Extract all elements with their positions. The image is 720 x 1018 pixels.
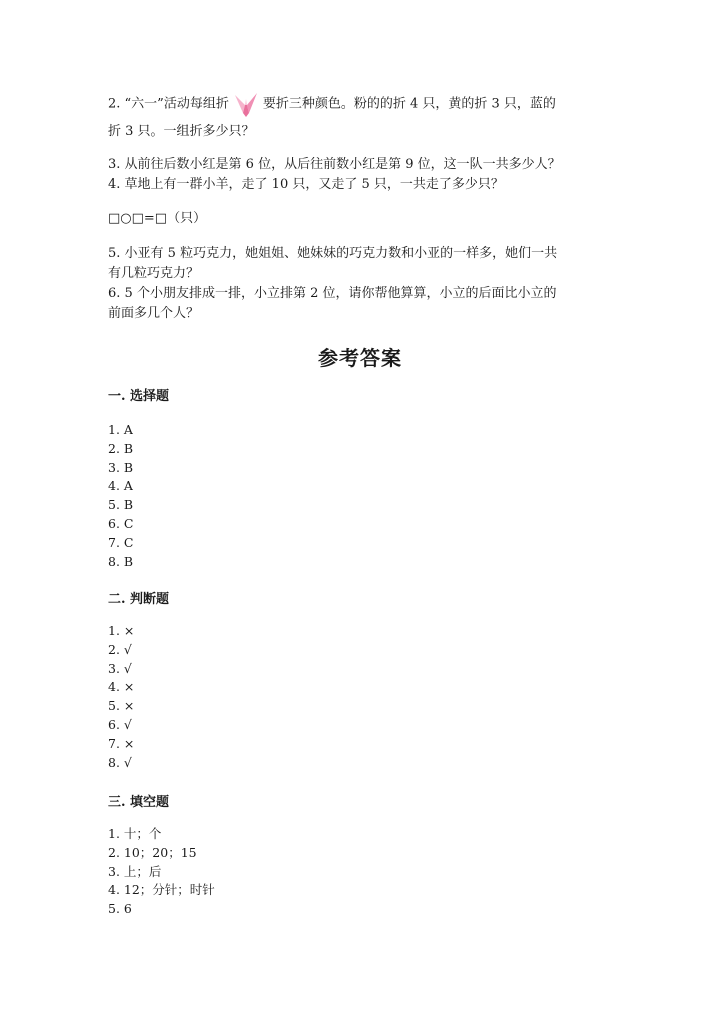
question-4-formula: □○□=□（只）	[108, 211, 207, 226]
answer-list-choice	[108, 421, 133, 571]
answer-list-fill	[108, 825, 215, 919]
question-4: 4. 草地上有一群小羊，走了 10 只，又走了 5 只，一共走了多少只？	[108, 177, 504, 192]
list-item: 2. 10；20；15	[108, 844, 197, 860]
list-item: 5. B	[108, 497, 134, 513]
list-item: 4. 12；分针；时针	[108, 882, 215, 898]
list-item: 1. ×	[108, 623, 135, 638]
question-2-text-a: 2. “六一”活动每组折	[108, 96, 229, 112]
list-item: 3. 上；后	[108, 863, 162, 879]
answer-list-judge	[108, 622, 134, 772]
list-item: 5. ×	[108, 698, 135, 714]
section-heading-choice: 一. 选择题	[108, 389, 170, 404]
list-item: 6. √	[108, 716, 132, 732]
list-item: 1. A	[108, 422, 133, 437]
list-item: 8. B	[108, 553, 134, 569]
list-item: 1. 十；个	[108, 826, 162, 841]
section-heading-fill: 三. 填空题	[108, 795, 170, 810]
list-item: 8. √	[108, 754, 132, 770]
question-6-line-2: 前面多几个人？	[108, 306, 200, 321]
list-item: 3. √	[108, 660, 132, 676]
list-item: 4. A	[108, 478, 133, 494]
question-5-line-2: 有几粒巧克力？	[108, 266, 200, 281]
paper-crane-icon	[231, 89, 261, 119]
question-2-line-1	[108, 89, 556, 119]
list-item: 6. C	[108, 515, 134, 531]
question-5-line-1: 5. 小亚有 5 粒巧克力，她姐姐、她妹妹的巧克力数和小亚的一样多，她们一共	[108, 246, 558, 261]
list-item: 5. 6	[108, 901, 132, 917]
question-2-text-b: 要折三种颜色。粉的的折 4 只，黄的折 3 只，蓝的	[262, 96, 556, 112]
section-heading-judge: 二. 判断题	[108, 592, 170, 607]
question-2-line-2: 折 3 只。一组折多少只？	[108, 124, 255, 139]
question-6-line-1: 6. 5 个小朋友排成一排，小立排第 2 位，请你帮他算算，小立的后面比小立的	[108, 286, 557, 301]
answer-title: 参考答案	[318, 346, 402, 370]
list-item: 4. ×	[108, 679, 135, 695]
list-item: 3. B	[108, 459, 134, 475]
list-item: 2. B	[108, 440, 134, 456]
list-item: 7. ×	[108, 735, 135, 751]
question-3: 3. 从前往后数小红是第 6 位，从后往前数小红是第 9 位，这一队一共多少人？	[108, 157, 561, 172]
list-item: 2. √	[108, 641, 132, 657]
list-item: 7. C	[108, 534, 134, 550]
